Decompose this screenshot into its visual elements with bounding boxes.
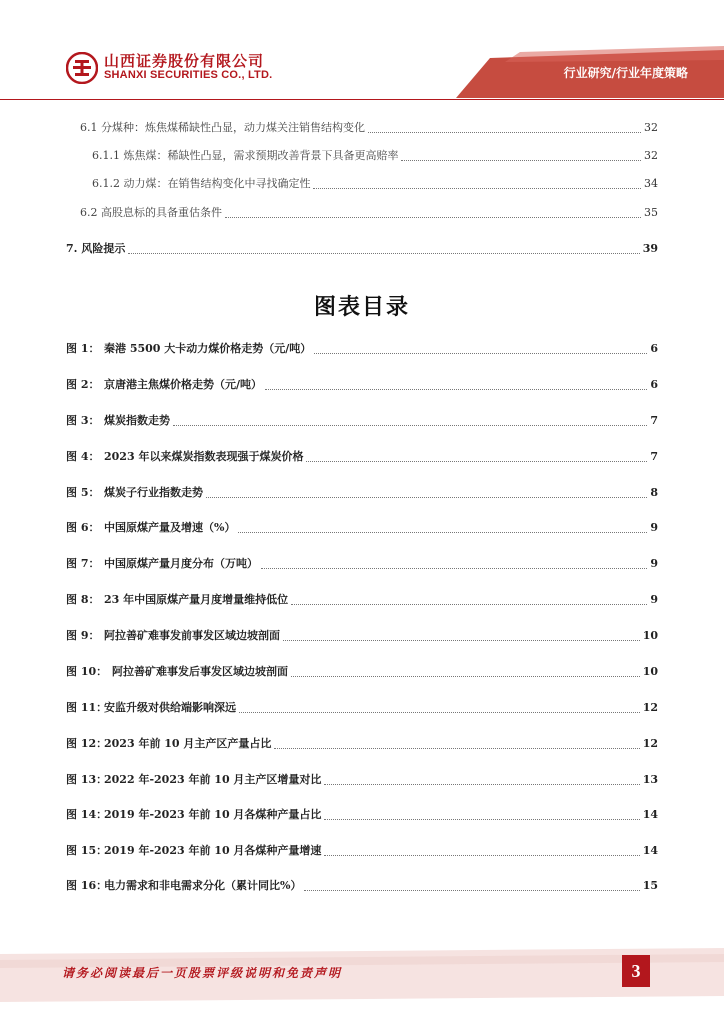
company-name-en: SHANXI SECURITIES CO., LTD. [104,69,273,81]
figure-entry[interactable] [66,663,658,681]
toc-entry-label: 6.1.2 动力煤：在销售结构变化中寻找确定性 [92,177,311,190]
figure-page: 6 [650,342,658,355]
leader-dots [324,809,639,820]
leader-dots [304,880,639,891]
figure-entry[interactable] [66,448,658,466]
leader-dots [291,666,640,677]
figure-title: 阿拉善矿难事发后事发区域边坡剖面 [112,665,288,678]
figure-entry[interactable] [66,376,658,394]
toc-entry-page: 32 [644,149,658,162]
figure-page: 9 [650,593,658,606]
figure-entry[interactable] [66,771,658,789]
figure-page: 13 [642,773,658,786]
figure-number: 图 11： [66,701,108,714]
figure-title: 煤炭子行业指数走势 [104,486,203,499]
figure-title: 23 年中国原煤产量月度增量维持低位 [104,593,289,606]
leader-dots [283,630,640,641]
toc-entry-6-2[interactable] [80,204,658,222]
figure-page: 12 [642,737,658,750]
figure-title: 2019 年-2023 年前 10 月各煤种产量增速 [104,844,322,857]
leader-dots [238,522,647,533]
figure-entry[interactable] [66,806,658,824]
figure-entry[interactable] [66,340,658,358]
figure-entry[interactable] [66,877,658,895]
figure-title: 2023 年以来煤炭指数表现强于煤炭价格 [104,450,304,463]
toc-entry-6-1[interactable] [80,119,658,137]
company-logo-icon [66,52,98,84]
figure-page: 10 [642,665,658,678]
leader-dots [173,415,647,426]
figure-page: 12 [642,701,658,714]
toc-entry-label: 7. 风险提示 [66,242,126,255]
figure-title: 中国原煤产量及增速（%） [104,521,236,534]
figure-number: 图 8： [66,593,100,606]
figure-page: 8 [650,486,658,499]
toc-entry-label: 6.1.1 炼焦煤：稀缺性凸显，需求预期改善背景下具备更高赔率 [92,149,399,162]
figure-number: 图 15： [66,844,108,857]
toc-entry-6-1-2[interactable] [92,175,658,193]
figure-number: 图 16： [66,879,108,892]
figure-title: 安监升级对供给端影响深远 [104,701,236,714]
leader-dots [261,558,647,569]
figure-page: 9 [650,557,658,570]
leader-dots [306,451,647,462]
leader-dots [313,178,641,189]
page-number: 3 [622,955,650,987]
leader-dots [368,122,641,133]
figure-page: 14 [642,844,658,857]
toc-entry-label: 6.2 高股息标的具备重估条件 [80,206,222,219]
leader-dots [265,379,647,390]
figure-number: 图 9： [66,629,100,642]
figure-title: 2019 年-2023 年前 10 月各煤种产量占比 [104,808,322,821]
leader-dots [225,207,641,218]
figure-title: 2022 年-2023 年前 10 月主产区增量对比 [104,773,322,786]
leader-dots [324,845,639,856]
figure-title: 电力需求和非电需求分化（累计同比%） [104,879,302,892]
figure-entry[interactable] [66,591,658,609]
figure-entry[interactable] [66,735,658,753]
disclaimer-notice: 请务必阅读最后一页股票评级说明和免责声明 [62,966,343,980]
report-category: 行业研究/行业年度策略 [563,66,688,80]
figure-entry[interactable] [66,627,658,645]
figure-number: 图 12： [66,737,108,750]
figure-page: 15 [642,879,658,892]
figure-page: 9 [650,521,658,534]
figure-number: 图 4： [66,450,100,463]
figure-number: 图 7： [66,557,100,570]
figure-title: 煤炭指数走势 [104,414,170,427]
toc-entry-7[interactable] [66,240,658,258]
toc-entry-page: 35 [644,206,658,219]
figure-entry[interactable] [66,555,658,573]
leader-dots [324,774,639,785]
figures-list-title: 图表目录 [313,295,410,320]
figure-number: 图 14： [66,808,108,821]
figure-number: 图 5： [66,486,100,499]
toc-entry-page: 34 [644,177,658,190]
figure-title: 中国原煤产量月度分布（万吨） [104,557,258,570]
toc-entry-label: 6.1 分煤种：炼焦煤稀缺性凸显，动力煤关注销售结构变化 [80,121,365,134]
figure-page: 10 [642,629,658,642]
leader-dots [401,150,641,161]
figure-number: 图 13： [66,773,108,786]
figure-number: 图 2： [66,378,100,391]
figure-entry[interactable] [66,842,658,860]
figure-title: 阿拉善矿难事发前事发区域边坡剖面 [104,629,280,642]
leader-dots [274,738,639,749]
figure-entry[interactable] [66,519,658,537]
leader-dots [314,343,647,354]
figure-entry[interactable] [66,484,658,502]
figure-number: 图 3： [66,414,100,427]
leader-dots [206,487,647,498]
figure-page: 7 [650,450,658,463]
leader-dots [291,594,647,605]
figure-title: 秦港 5500 大卡动力煤价格走势（元/吨） [104,342,312,355]
figure-number: 图 1： [66,342,100,355]
company-name-cn: 山西证券股份有限公司 [104,52,265,70]
leader-dots [128,243,639,254]
toc-entry-page: 39 [642,242,658,255]
figure-entry[interactable] [66,699,658,717]
page-header [0,0,724,100]
toc-entry-page: 32 [644,121,658,134]
figure-entry[interactable] [66,412,658,430]
figure-title: 2023 年前 10 月主产区产量占比 [104,737,272,750]
footer-graphic [0,940,724,1024]
figure-page: 14 [642,808,658,821]
figure-title: 京唐港主焦煤价格走势（元/吨） [104,378,263,391]
figure-page: 7 [650,414,658,427]
leader-dots [239,702,640,713]
figure-page: 6 [650,378,658,391]
toc-entry-6-1-1[interactable] [92,147,658,165]
figure-number: 图 10： [66,665,108,678]
figure-number: 图 6： [66,521,100,534]
